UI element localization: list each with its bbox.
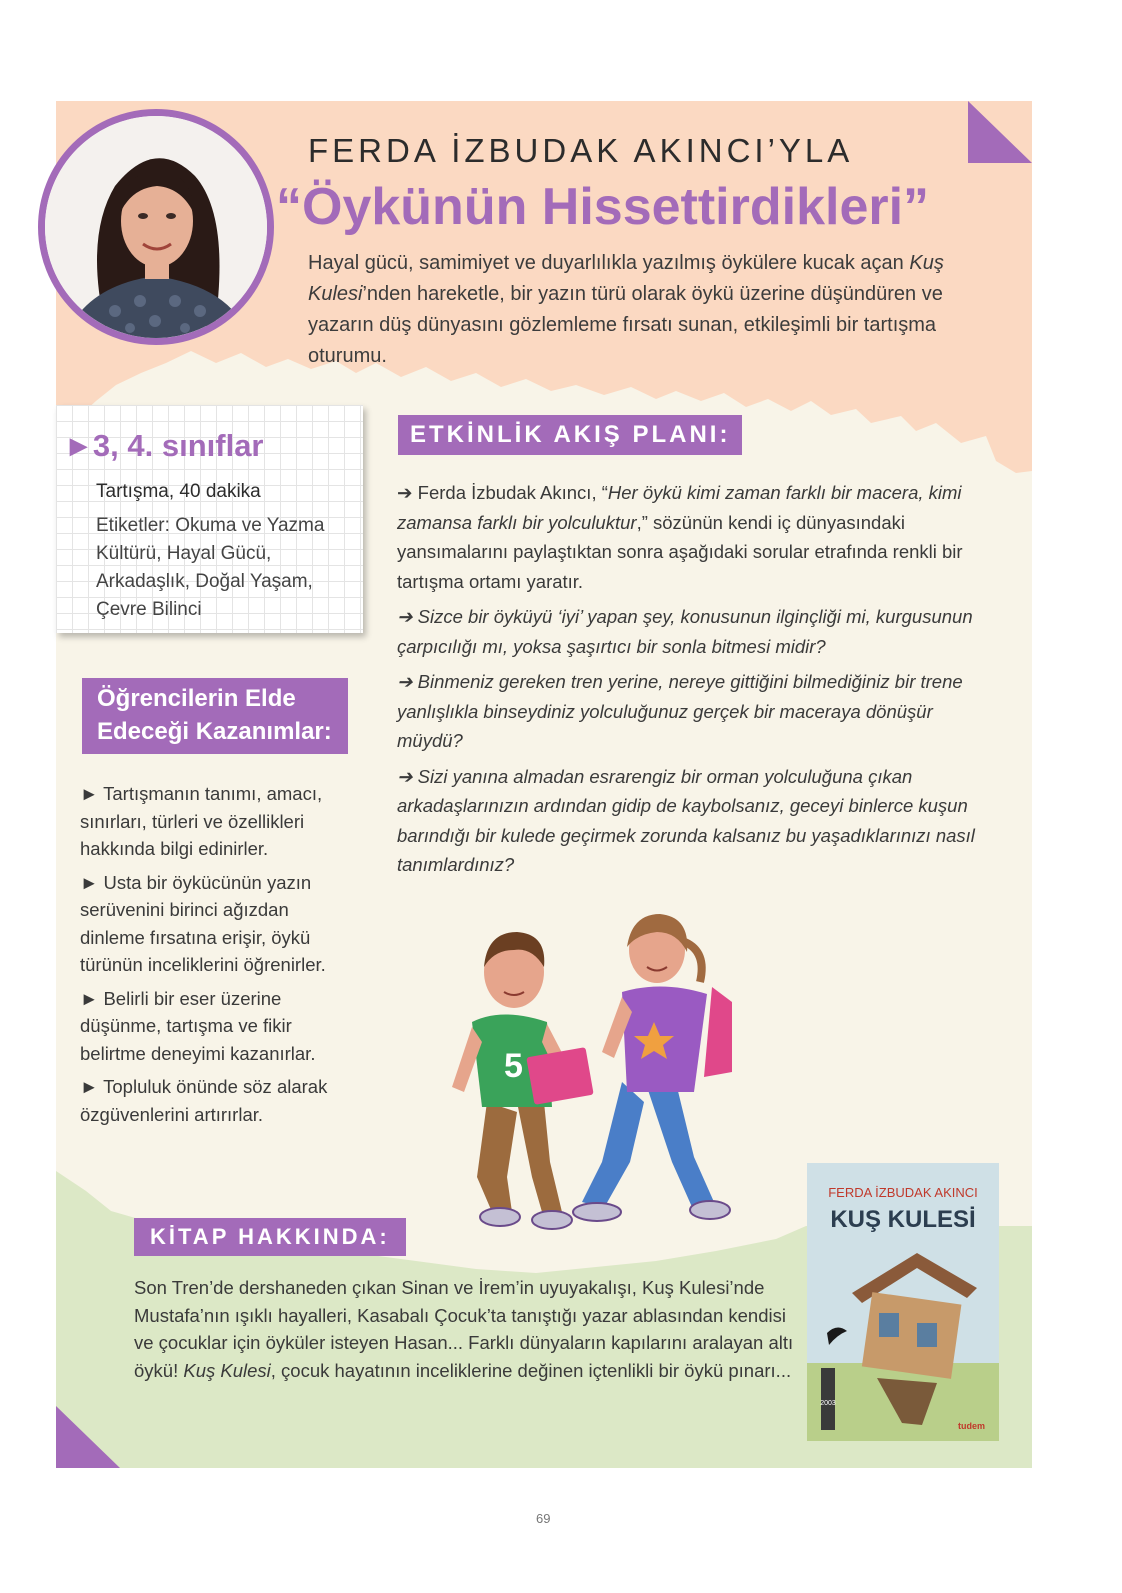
list-item-text: Usta bir öykücünün yazın serüvenini birinci ağızdan dinleme fırsatına erişir, öykü türünün inceliklerini öğrenirler. xyxy=(80,871,326,975)
list-item-text: Tartışmanın tanımı, amacı, sınırları, türleri ve özellikleri hakkında bilgi edinirler. xyxy=(80,783,323,859)
grade-title xyxy=(70,428,264,464)
plan-question-2 xyxy=(397,667,997,756)
intro-book-title: Kuş Kulesi xyxy=(308,252,944,305)
triangle-bullet-icon: ► xyxy=(80,871,104,893)
author-portrait-image xyxy=(45,116,267,338)
plan-intro-text-b: ,” sözünün kendi iç dünyasındaki yansımalarını paylaştıktan sonra aşağıdaki sorular etrafında renkli bir tartışma ortamı yaratır. xyxy=(397,511,963,592)
book-description xyxy=(134,1274,794,1384)
gains-label: Öğrencilerin Elde Edeceği Kazanımlar: xyxy=(82,678,348,754)
triangle-bullet-icon: ► xyxy=(80,987,104,1009)
arrow-icon: ➔ xyxy=(397,671,418,692)
book-text-1: Son Tren’de dershaneden çıkan Sinan ve İrem’in uyuyakalışı, Kuş Kulesi’nde Mustafa’nın ışıklı hayalleri, Kasabalı Çocuk’ta tanıştığı yazar ablasından kendisi ve çocuklar için öyküler isteyen Hasan... Farklı dünyaların kapılarını aralayan altı öykü! xyxy=(134,1277,794,1381)
plan-text xyxy=(397,478,997,886)
page-title: “Öykünün Hissettirdikleri” xyxy=(276,178,930,236)
page-number: 69 xyxy=(536,1511,551,1526)
intro-paragraph xyxy=(308,248,968,372)
list-item xyxy=(80,985,350,1068)
plan-question-3-text: Sizi yanına almadan esrarengiz bir orman yolculuğuna çıkan arkadaşlarınızın ardından gidip de kaybolsanız, geceyi binlerce kuşun barındığı bir kulede geçirmek zorunda kalsanız bu yaşadıklarınızı nasıl tanımlardınız? xyxy=(397,765,975,875)
triangle-bullet-icon: ► xyxy=(80,783,104,804)
plan-question-2-text: Binmeniz gereken tren yerine, nereye gittiğini bilmediğiniz bir trene yanlışlıkla binseydiniz yolculuğunuz gerçek bir maceraya dönüşür müydü? xyxy=(397,671,963,751)
list-item xyxy=(80,1073,350,1128)
shirt-number: 5 xyxy=(504,1047,523,1085)
intro-text-1: Hayal gücü, samimiyet ve duyarlılıkla yazılmış öykülere kucak açan xyxy=(308,252,910,274)
triangle-bullet-icon: ► xyxy=(80,1076,104,1097)
book-award-year: 2003 xyxy=(820,1400,836,1407)
plan-label: ETKİNLİK AKIŞ PLANI: xyxy=(398,415,742,455)
girl-figure xyxy=(573,914,732,1221)
plan-intro-text-a: Ferda İzbudak Akıncı, “ xyxy=(417,482,608,503)
grade-duration: Tartışma, 40 dakika xyxy=(96,481,261,502)
pre-title: FERDA İZBUDAK AKINCI’YLA xyxy=(308,132,854,169)
book-title-emphasis: Kuş Kulesi xyxy=(183,1359,271,1381)
plan-question-3 xyxy=(397,762,997,880)
list-item-text: Topluluk önünde söz alarak özgüvenlerini artırırlar. xyxy=(80,1076,328,1125)
intro-text-2: ’nden hareketle, bir yazın türü olarak öykü üzerine düşündüren ve yazarın düş dünyasını gözlemleme fırsatı sunan, etkileşimli bir tartışma oturumu. xyxy=(308,283,943,367)
arrow-icon: ➔ xyxy=(397,606,418,627)
list-item xyxy=(80,780,350,863)
book-cover-title: KUŞ KULESİ xyxy=(830,1206,976,1233)
boy-figure xyxy=(452,932,594,1229)
grade-title-text: 3, 4. sınıflar xyxy=(92,428,264,463)
list-item xyxy=(80,869,350,979)
book-publisher: tudem xyxy=(958,1421,985,1431)
plan-question-1-text: Sizce bir öyküyü ‘iyi’ yapan şey, konusunun ilginçliği mi, kurgusunun çarpıcılığı mı, yoksa şaşırtıcı bir sonla bitmesi midir? xyxy=(397,606,973,657)
book-cover-image xyxy=(807,1163,999,1441)
plan-intro xyxy=(397,478,997,596)
book-label: KİTAP HAKKINDA: xyxy=(134,1218,406,1256)
author-photo xyxy=(38,109,274,345)
grade-tags: Etiketler: Okuma ve Yazma Kültürü, Hayal Gücü, Arkadaşlık, Doğal Yaşam, Çevre Bilinci xyxy=(96,515,325,620)
arrow-icon: ➔ xyxy=(397,482,418,503)
book-cover-author: FERDA İZBUDAK AKINCI xyxy=(828,1185,978,1200)
arrow-icon: ➔ xyxy=(397,765,418,787)
children-illustration xyxy=(432,912,762,1242)
triangle-bullet-icon: ▶ xyxy=(70,433,87,458)
plan-quote: Her öykü kimi zaman farklı bir macera, kimi zamansa farklı bir yolculuktur xyxy=(397,482,962,533)
book-text-2: , çocuk hayatının inceliklerine değinen içtenlikli bir öykü pınarı... xyxy=(270,1359,792,1381)
gains-list xyxy=(80,780,350,1134)
list-item-text: Belirli bir eser üzerine düşünme, tartışma ve fikir belirtme deneyimi kazanırlar. xyxy=(80,987,316,1064)
plan-question-1 xyxy=(397,602,997,661)
